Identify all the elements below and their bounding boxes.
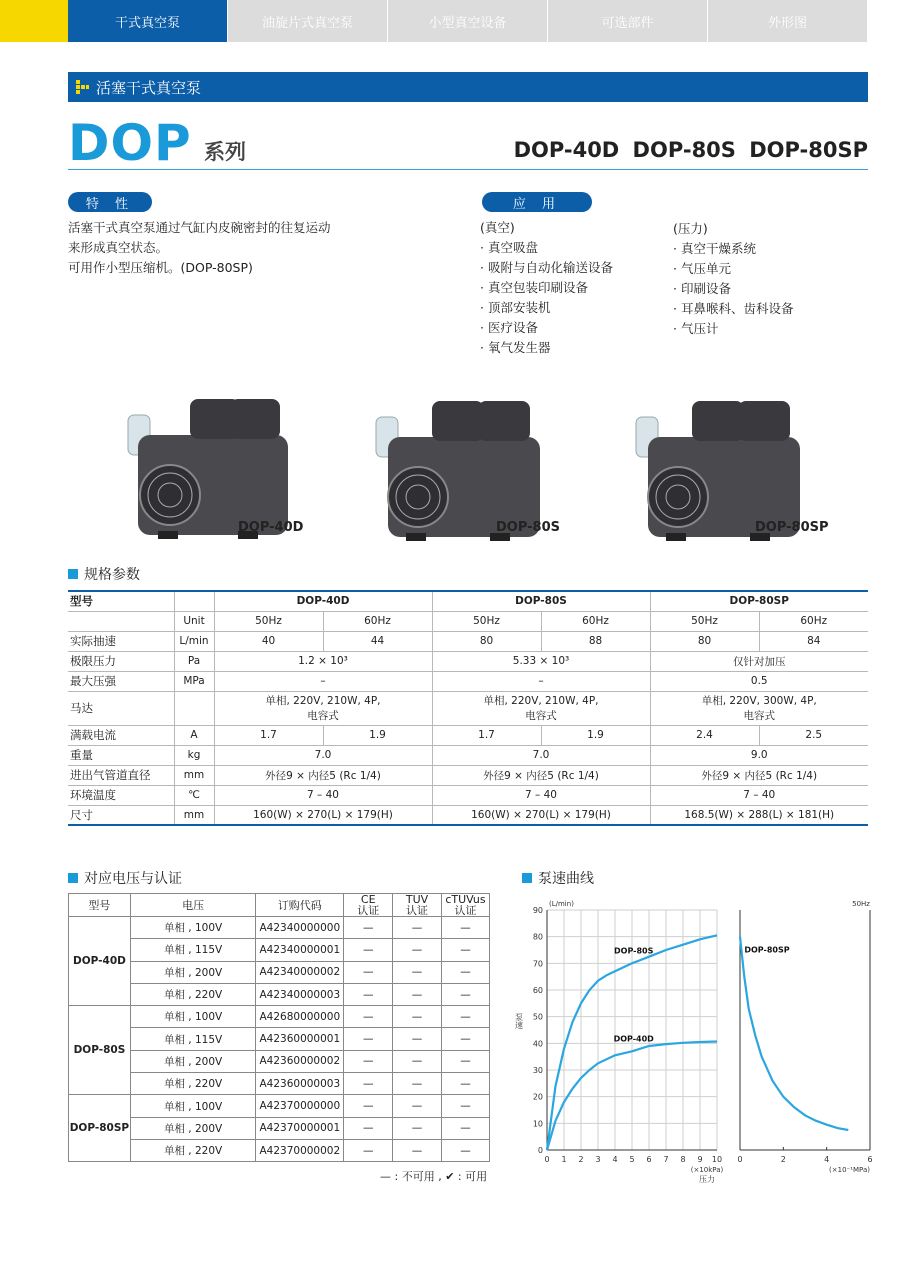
list-item: · 真空吸盘 bbox=[480, 240, 538, 255]
cert-title-text: 对应电压与认证 bbox=[84, 871, 182, 887]
cert-status-cell: — bbox=[344, 917, 393, 939]
cert-status-cell: — bbox=[393, 961, 442, 983]
table-cell: 160(W) × 270(L) × 179(H) bbox=[432, 805, 650, 825]
series-label: DOP-80SP bbox=[744, 945, 790, 955]
x-tick-label: 3 bbox=[595, 1155, 601, 1164]
table-cell: 2.4 bbox=[650, 725, 759, 745]
cert-status-cell: — bbox=[344, 1073, 393, 1095]
corner-block bbox=[0, 0, 68, 42]
table-row bbox=[68, 691, 868, 725]
order-code-cell: A42370000002 bbox=[256, 1139, 344, 1161]
y-tick-label: 40 bbox=[532, 1039, 543, 1049]
spec-table bbox=[68, 590, 868, 826]
table-cell bbox=[214, 691, 432, 725]
table-cell: Unit bbox=[174, 611, 214, 631]
y-tick-label: 10 bbox=[532, 1119, 543, 1129]
table-row bbox=[69, 917, 490, 939]
order-code-cell: A42340000003 bbox=[256, 983, 344, 1005]
series-label: DOP-40D bbox=[613, 1034, 654, 1044]
table-cell: 0.5 bbox=[650, 671, 868, 691]
table-cell: 50Hz bbox=[214, 611, 323, 631]
cert-model-cell: DOP-80SP bbox=[69, 1095, 131, 1162]
table-cell: 160(W) × 270(L) × 179(H) bbox=[214, 805, 432, 825]
cert-status-cell: — bbox=[393, 1073, 442, 1095]
table-row bbox=[68, 671, 868, 691]
table-cell: 1.2 × 10³ bbox=[214, 651, 432, 671]
cert-status-cell: — bbox=[441, 1139, 489, 1161]
table-cell: Pa bbox=[174, 651, 214, 671]
voltage-cell: 单相 , 220V bbox=[130, 1139, 256, 1161]
pump-speed-chart bbox=[505, 895, 877, 1185]
table-row bbox=[69, 1028, 490, 1050]
table-cell bbox=[174, 591, 214, 611]
voltage-cell: 单相 , 115V bbox=[130, 1028, 256, 1050]
y-unit-label: (L/min) bbox=[549, 900, 574, 908]
x-unit-label: (×10⁻¹MPa) bbox=[829, 1166, 870, 1174]
cert-table bbox=[68, 893, 490, 1162]
table-cell: 80 bbox=[432, 631, 541, 651]
table-row bbox=[68, 805, 868, 825]
table-cell: 84 bbox=[759, 631, 868, 651]
table-cell: CE 认证 bbox=[344, 894, 393, 917]
table-cell: 60Hz bbox=[759, 611, 868, 631]
list-item: · 真空干燥系统 bbox=[673, 241, 756, 256]
table-cell: 44 bbox=[323, 631, 432, 651]
table-cell: DOP-40D bbox=[214, 591, 432, 611]
section-bar bbox=[68, 72, 868, 102]
table-cell: 1.9 bbox=[323, 725, 432, 745]
cert-status-cell: — bbox=[441, 1073, 489, 1095]
table-cell: MPa bbox=[174, 671, 214, 691]
table-cell bbox=[174, 691, 214, 725]
table-cell: – bbox=[432, 671, 650, 691]
x-tick-label: 4 bbox=[824, 1155, 830, 1164]
table-cell: 7.0 bbox=[432, 745, 650, 765]
cert-status-cell: — bbox=[344, 1117, 393, 1139]
spec-title bbox=[68, 564, 140, 584]
order-code-cell: A42370000001 bbox=[256, 1117, 344, 1139]
chart-title-text: 泵速曲线 bbox=[538, 871, 594, 887]
series-models: DOP-40D DOP-80S DOP-80SP bbox=[513, 138, 868, 162]
cert-status-cell: — bbox=[393, 1095, 442, 1117]
table-cell: 订购代码 bbox=[256, 894, 344, 917]
list-item: · 医疗设备 bbox=[480, 320, 538, 335]
cert-status-cell: — bbox=[393, 1028, 442, 1050]
table-cell: ℃ bbox=[174, 785, 214, 805]
table-cell: 7 – 40 bbox=[214, 785, 432, 805]
list-item: · 真空包装印刷设备 bbox=[480, 280, 588, 295]
chart-title bbox=[522, 868, 594, 888]
y-tick-label: 60 bbox=[532, 986, 543, 995]
cert-status-cell: — bbox=[344, 1006, 393, 1028]
motor-line: 电容式 bbox=[743, 710, 775, 722]
order-code-cell: A42370000000 bbox=[256, 1095, 344, 1117]
voltage-cell: 单相 , 100V bbox=[130, 1095, 256, 1117]
table-cell: 外径9 × 内径5 (Rc 1/4) bbox=[432, 765, 650, 785]
order-code-cell: A42340000001 bbox=[256, 939, 344, 961]
square-bullet-icon bbox=[68, 873, 78, 883]
cert-status-cell: — bbox=[393, 939, 442, 961]
table-cell: 满载电流 bbox=[68, 725, 174, 745]
table-cell: 1.9 bbox=[541, 725, 650, 745]
cert-status-cell: — bbox=[344, 1028, 393, 1050]
table-cell: 60Hz bbox=[541, 611, 650, 631]
tab-small-vacuum[interactable]: 小型真空设备 bbox=[388, 0, 548, 42]
cert-status-cell: — bbox=[344, 939, 393, 961]
table-row bbox=[69, 1095, 490, 1117]
table-row bbox=[68, 651, 868, 671]
table-cell bbox=[650, 691, 868, 725]
voltage-cell: 单相 , 220V bbox=[130, 1073, 256, 1095]
product-label: DOP-80S bbox=[496, 520, 560, 535]
voltage-cell: 单相 , 115V bbox=[130, 939, 256, 961]
order-code-cell: A42360000002 bbox=[256, 1050, 344, 1072]
list-item: · 印刷设备 bbox=[673, 281, 731, 296]
table-cell: L/min bbox=[174, 631, 214, 651]
table-cell: 外径9 × 内径5 (Rc 1/4) bbox=[650, 765, 868, 785]
features-pill: 特 性 bbox=[68, 192, 152, 212]
table-row bbox=[68, 785, 868, 805]
table-cell: 88 bbox=[541, 631, 650, 651]
voltage-cell: 单相 , 220V bbox=[130, 983, 256, 1005]
cert-status-cell: — bbox=[441, 983, 489, 1005]
cert-status-cell: — bbox=[344, 1095, 393, 1117]
x-tick-label: 7 bbox=[663, 1155, 669, 1164]
series-suffix: 系列 bbox=[204, 140, 246, 164]
table-cell: 168.5(W) × 288(L) × 181(H) bbox=[650, 805, 868, 825]
tab-oil-rotary[interactable]: 油旋片式真空泵 bbox=[228, 0, 388, 42]
features-line: 活塞干式真空泵通过气缸内皮碗密封的往复运动 bbox=[68, 220, 331, 235]
motor-line: 电容式 bbox=[307, 710, 339, 722]
table-cell: 7 – 40 bbox=[432, 785, 650, 805]
x-tick-label: 2 bbox=[578, 1155, 584, 1164]
table-row bbox=[68, 631, 868, 651]
application-vacuum bbox=[480, 218, 613, 358]
cert-status-cell: — bbox=[441, 1028, 489, 1050]
order-code-cell: A42360000001 bbox=[256, 1028, 344, 1050]
table-row bbox=[69, 939, 490, 961]
x-tick-label: 6 bbox=[646, 1155, 652, 1164]
table-cell: 1.7 bbox=[432, 725, 541, 745]
cert-legend: — : 不可用 , ✔ : 可用 bbox=[380, 1170, 488, 1183]
series-label: DOP-80S bbox=[614, 946, 654, 956]
cert-status-cell: — bbox=[393, 917, 442, 939]
application-pressure-head: (压力) bbox=[673, 221, 708, 236]
cert-model-cell: DOP-40D bbox=[69, 917, 131, 1006]
features-line: 可用作小型压缩机。(DOP-80SP) bbox=[68, 260, 253, 275]
table-row bbox=[68, 745, 868, 765]
table-cell: 型号 bbox=[69, 894, 131, 917]
table-cell: 1.7 bbox=[214, 725, 323, 745]
table-cell: kg bbox=[174, 745, 214, 765]
cert-status-cell: — bbox=[441, 1006, 489, 1028]
table-cell: 40 bbox=[214, 631, 323, 651]
application-pill: 应 用 bbox=[482, 192, 592, 212]
table-cell: 9.0 bbox=[650, 745, 868, 765]
pump-illustration bbox=[128, 399, 288, 539]
x-tick-label: 0 bbox=[737, 1155, 743, 1164]
order-code-cell: A42340000002 bbox=[256, 961, 344, 983]
table-cell: 尺寸 bbox=[68, 805, 174, 825]
series-name: DOP bbox=[68, 114, 192, 172]
table-cell: – bbox=[214, 671, 432, 691]
x-unit-label: (×10kPa) bbox=[690, 1166, 724, 1174]
y-tick-label: 80 bbox=[532, 932, 543, 942]
table-cell: 型号 bbox=[68, 591, 174, 611]
cert-status-cell: — bbox=[393, 983, 442, 1005]
table-cell: 进出气管道直径 bbox=[68, 765, 174, 785]
table-cell: 最大压强 bbox=[68, 671, 174, 691]
table-row bbox=[69, 983, 490, 1005]
table-cell: 60Hz bbox=[323, 611, 432, 631]
table-cell: cTUVus 认证 bbox=[441, 894, 489, 917]
cert-title bbox=[68, 868, 182, 888]
table-cell: 极限压力 bbox=[68, 651, 174, 671]
chart-frequency-label: 50Hz bbox=[852, 900, 870, 908]
cert-status-cell: — bbox=[441, 1117, 489, 1139]
spec-title-text: 规格参数 bbox=[84, 567, 140, 583]
table-cell: 50Hz bbox=[650, 611, 759, 631]
product-label: DOP-80SP bbox=[755, 520, 829, 535]
table-cell: A bbox=[174, 725, 214, 745]
x-tick-label: 9 bbox=[697, 1155, 703, 1164]
table-cell: DOP-80SP bbox=[650, 591, 868, 611]
table-cell: mm bbox=[174, 805, 214, 825]
features-text bbox=[68, 218, 331, 278]
cert-status-cell: — bbox=[393, 1006, 442, 1028]
list-item: · 气压单元 bbox=[673, 261, 731, 276]
table-cell: 环境温度 bbox=[68, 785, 174, 805]
table-row bbox=[68, 611, 868, 631]
table-cell bbox=[432, 691, 650, 725]
x-tick-label: 10 bbox=[711, 1155, 723, 1164]
table-cell: 50Hz bbox=[432, 611, 541, 631]
cert-status-cell: — bbox=[393, 1117, 442, 1139]
section-title: 活塞干式真空泵 bbox=[96, 78, 202, 97]
product-label: DOP-40D bbox=[238, 520, 304, 535]
table-cell: 80 bbox=[650, 631, 759, 651]
square-bullet-icon bbox=[68, 569, 78, 579]
x-tick-label: 6 bbox=[867, 1155, 873, 1164]
cert-status-cell: — bbox=[441, 1050, 489, 1072]
cert-status-cell: — bbox=[344, 983, 393, 1005]
cert-status-cell: — bbox=[441, 939, 489, 961]
cert-status-cell: — bbox=[393, 1050, 442, 1072]
table-cell: 仅针对加压 bbox=[650, 651, 868, 671]
table-cell: TUV 认证 bbox=[393, 894, 442, 917]
voltage-cell: 单相 , 200V bbox=[130, 1050, 256, 1072]
voltage-cell: 单相 , 100V bbox=[130, 917, 256, 939]
series-line-dop-80sp bbox=[740, 937, 848, 1130]
order-code-cell: A42340000000 bbox=[256, 917, 344, 939]
table-row bbox=[69, 1117, 490, 1139]
table-row bbox=[68, 591, 868, 611]
motor-line: 单相, 220V, 210W, 4P, bbox=[483, 695, 599, 707]
table-cell: 7 – 40 bbox=[650, 785, 868, 805]
x-tick-label: 1 bbox=[561, 1155, 567, 1164]
x-tick-label: 4 bbox=[612, 1155, 618, 1164]
cert-status-cell: — bbox=[393, 1139, 442, 1161]
table-row bbox=[69, 1139, 490, 1161]
y-tick-label: 70 bbox=[532, 959, 543, 969]
table-row bbox=[69, 1006, 490, 1028]
cert-status-cell: — bbox=[441, 1095, 489, 1117]
y-tick-label: 30 bbox=[532, 1066, 543, 1075]
table-cell: mm bbox=[174, 765, 214, 785]
bullet-grid-icon bbox=[76, 80, 90, 94]
cert-status-cell: — bbox=[344, 961, 393, 983]
square-bullet-icon bbox=[522, 873, 532, 883]
table-row bbox=[69, 961, 490, 983]
table-cell: 外径9 × 内径5 (Rc 1/4) bbox=[214, 765, 432, 785]
cert-model-cell: DOP-80S bbox=[69, 1006, 131, 1095]
y-tick-label: 0 bbox=[537, 1146, 543, 1155]
tab-dry-vacuum[interactable]: 干式真空泵 bbox=[68, 0, 228, 42]
top-tabs bbox=[68, 0, 868, 42]
table-row bbox=[69, 894, 490, 917]
voltage-cell: 单相 , 200V bbox=[130, 1117, 256, 1139]
table-row bbox=[68, 765, 868, 785]
table-row bbox=[69, 1050, 490, 1072]
list-item: · 气压计 bbox=[673, 321, 719, 336]
table-cell: DOP-80S bbox=[432, 591, 650, 611]
y-tick-label: 90 bbox=[532, 906, 543, 915]
voltage-cell: 单相 , 200V bbox=[130, 961, 256, 983]
cert-status-cell: — bbox=[344, 1139, 393, 1161]
list-item: · 耳鼻喉科、齿科设备 bbox=[673, 301, 794, 316]
list-item: · 顶部安装机 bbox=[480, 300, 551, 315]
voltage-cell: 单相 , 100V bbox=[130, 1006, 256, 1028]
table-cell: 电压 bbox=[130, 894, 256, 917]
table-cell: 2.5 bbox=[759, 725, 868, 745]
order-code-cell: A42680000000 bbox=[256, 1006, 344, 1028]
cert-status-cell: — bbox=[344, 1050, 393, 1072]
motor-line: 电容式 bbox=[525, 710, 557, 722]
application-pressure bbox=[673, 219, 793, 339]
order-code-cell: A42360000003 bbox=[256, 1073, 344, 1095]
x-axis-label: 压力 bbox=[699, 1175, 715, 1184]
motor-line: 单相, 220V, 210W, 4P, bbox=[265, 695, 381, 707]
list-item: · 吸附与自动化输送设备 bbox=[480, 260, 613, 275]
x-tick-label: 8 bbox=[680, 1155, 686, 1164]
motor-line: 单相, 220V, 300W, 4P, bbox=[701, 695, 817, 707]
y-axis-label: 泵速 bbox=[514, 1013, 524, 1029]
table-cell: 实际抽速 bbox=[68, 631, 174, 651]
cert-status-cell: — bbox=[441, 961, 489, 983]
x-tick-label: 0 bbox=[544, 1155, 550, 1164]
table-cell: 7.0 bbox=[214, 745, 432, 765]
table-cell: 马达 bbox=[68, 691, 174, 725]
table-cell: 重量 bbox=[68, 745, 174, 765]
table-row bbox=[69, 1073, 490, 1095]
table-cell bbox=[68, 611, 174, 631]
tab-outline[interactable]: 外形图 bbox=[708, 0, 868, 42]
series-header bbox=[68, 112, 868, 170]
x-tick-label: 2 bbox=[780, 1155, 786, 1164]
tab-options[interactable]: 可选部件 bbox=[548, 0, 708, 42]
y-tick-label: 20 bbox=[532, 1092, 543, 1102]
table-cell: 5.33 × 10³ bbox=[432, 651, 650, 671]
application-vacuum-head: (真空) bbox=[480, 220, 515, 235]
features-line: 来形成真空状态。 bbox=[68, 240, 169, 255]
y-tick-label: 50 bbox=[532, 1012, 543, 1022]
list-item: · 氧气发生器 bbox=[480, 340, 551, 355]
cert-status-cell: — bbox=[441, 917, 489, 939]
x-tick-label: 5 bbox=[629, 1155, 635, 1164]
table-row bbox=[68, 725, 868, 745]
